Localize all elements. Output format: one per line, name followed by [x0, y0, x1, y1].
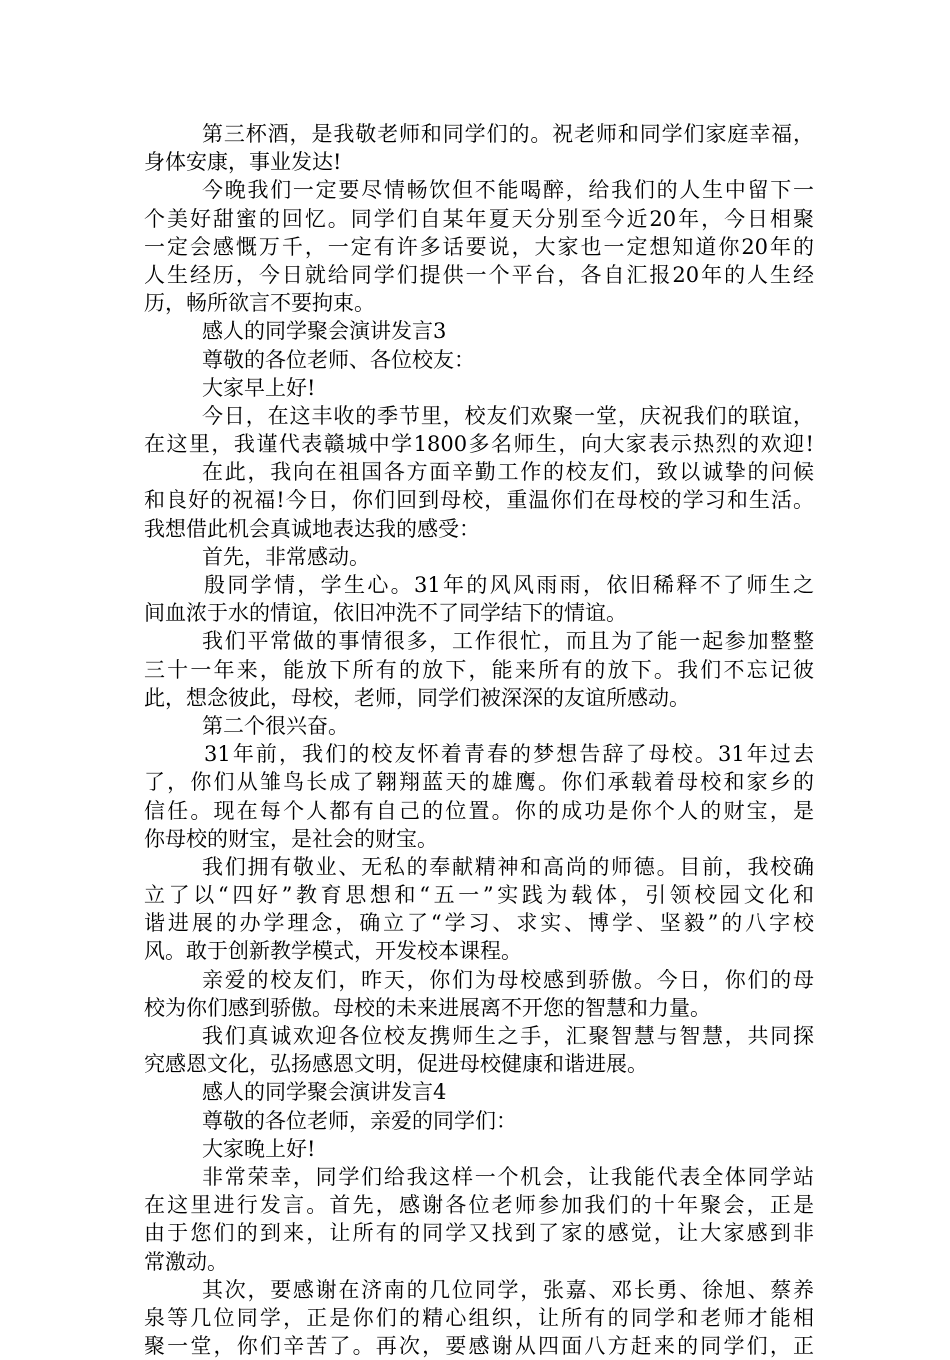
text-line: 间血浓于水的情谊，依旧冲洗不了同学结下的情谊。 [144, 601, 627, 626]
document-body [144, 120, 814, 1360]
text-line: 感人的同学聚会演讲发言4 [202, 1080, 447, 1105]
text-line: 首先，非常感动。 [202, 544, 370, 569]
text-line: 由于您们的到来，让所有的同学又找到了家的感觉，让大家感到非 [144, 1221, 814, 1246]
text-line: 感人的同学聚会演讲发言3 [202, 319, 447, 344]
text-line: 今日，在这丰收的季节里，校友们欢聚一堂，庆祝我们的联谊， [202, 403, 814, 428]
text-line: 我们拥有敬业、无私的奉献精神和高尚的师德。目前，我校确 [202, 854, 814, 879]
text-line: 31年前，我们的校友怀着青春的梦想告辞了母校。31年过去 [204, 742, 814, 767]
text-line: 谐进展的办学理念，确立了“学习、求实、博学、坚毅”的八字校 [144, 911, 814, 936]
text-line: 第三杯酒，是我敬老师和同学们的。祝老师和同学们家庭幸福， [202, 122, 814, 146]
text-line: 今晚我们一定要尽情畅饮但不能喝醉，给我们的人生中留下一 [202, 178, 814, 203]
text-line: 个美好甜蜜的回忆。同学们自某年夏天分别至今近20年，今日相聚 [144, 206, 814, 231]
text-line: 大家晚上好! [202, 1136, 316, 1161]
text-line: 了，你们从雏鸟长成了翱翔蓝天的雄鹰。你们承载着母校和家乡的 [144, 770, 814, 795]
text-line: 和良好的祝福!今日，你们回到母校，重温你们在母校的学习和生活。 [144, 488, 814, 513]
text-line: 一定会感慨万千，一定有许多话要说，大家也一定想知道你20年的 [144, 234, 814, 259]
text-line: 在这里进行发言。首先，感谢各位老师参加我们的十年聚会，正是 [144, 1193, 814, 1218]
text-line: 非常荣幸，同学们给我这样一个机会，让我能代表全体同学站 [202, 1164, 814, 1189]
text-line: 此，想念彼此，母校，老师，同学们被深深的友谊所感动。 [144, 685, 690, 710]
text-line: 尊敬的各位老师，亲爱的同学们： [202, 1108, 517, 1133]
text-line: 三十一年来，能放下所有的放下，能来所有的放下。我们不忘记彼 [144, 657, 814, 682]
text-line: 人生经历，今日就给同学们提供一个平台，各自汇报20年的人生经 [144, 262, 814, 287]
text-line: 我们平常做的事情很多，工作很忙，而且为了能一起参加整整 [202, 629, 814, 654]
text-line: 究感恩文化，弘扬感恩文明，促进母校健康和谐进展。 [144, 1052, 648, 1077]
text-line: 常激动。 [144, 1249, 228, 1274]
text-line: 身体安康，事业发达! [144, 150, 342, 175]
text-line: 大家早上好! [202, 375, 316, 400]
text-line: 立了以“四好”教育思想和“五一”实践为载体，引领校园文化和 [144, 883, 814, 908]
text-line: 其次，要感谢在济南的几位同学，张嘉、邓长勇、徐旭、蔡养 [202, 1277, 814, 1302]
text-line: 历，畅所欲言不要拘束。 [144, 291, 375, 316]
text-line: 尊敬的各位老师、各位校友： [202, 347, 475, 372]
text-line: 第二个很兴奋。 [202, 713, 349, 738]
text-line: 泉等几位同学，正是你们的精心组织，让所有的同学和老师才能相 [144, 1305, 814, 1330]
text-line: 风。敢于创新教学模式，开发校本课程。 [144, 939, 522, 964]
text-line: 我想借此机会真诚地表达我的感受： [144, 516, 480, 541]
text-line: 校为你们感到骄傲。母校的未来进展离不开您的智慧和力量。 [144, 995, 711, 1020]
text-line: 殷同学情，学生心。31年的风风雨雨，依旧稀释不了师生之 [204, 573, 814, 597]
text-line: 在此，我向在祖国各方面辛勤工作的校友们，致以诚挚的问候 [202, 460, 814, 485]
text-line: 亲爱的校友们，昨天，你们为母校感到骄傲。今日，你们的母 [202, 967, 814, 992]
text-line: 在这里，我谨代表赣城中学1800多名师生，向大家表示热烈的欢迎! [144, 432, 814, 457]
text-line: 聚一堂，你们辛苦了。再次，要感谢从四面八方赶来的同学们，正 [144, 1334, 814, 1359]
text-line: 我们真诚欢迎各位校友携师生之手，汇聚智慧与智慧，共同探 [202, 1024, 814, 1048]
text-line: 信任。现在每个人都有自己的位置。你的成功是你个人的财宝，是 [144, 798, 814, 823]
text-line: 你母校的财宝，是社会的财宝。 [144, 826, 438, 851]
